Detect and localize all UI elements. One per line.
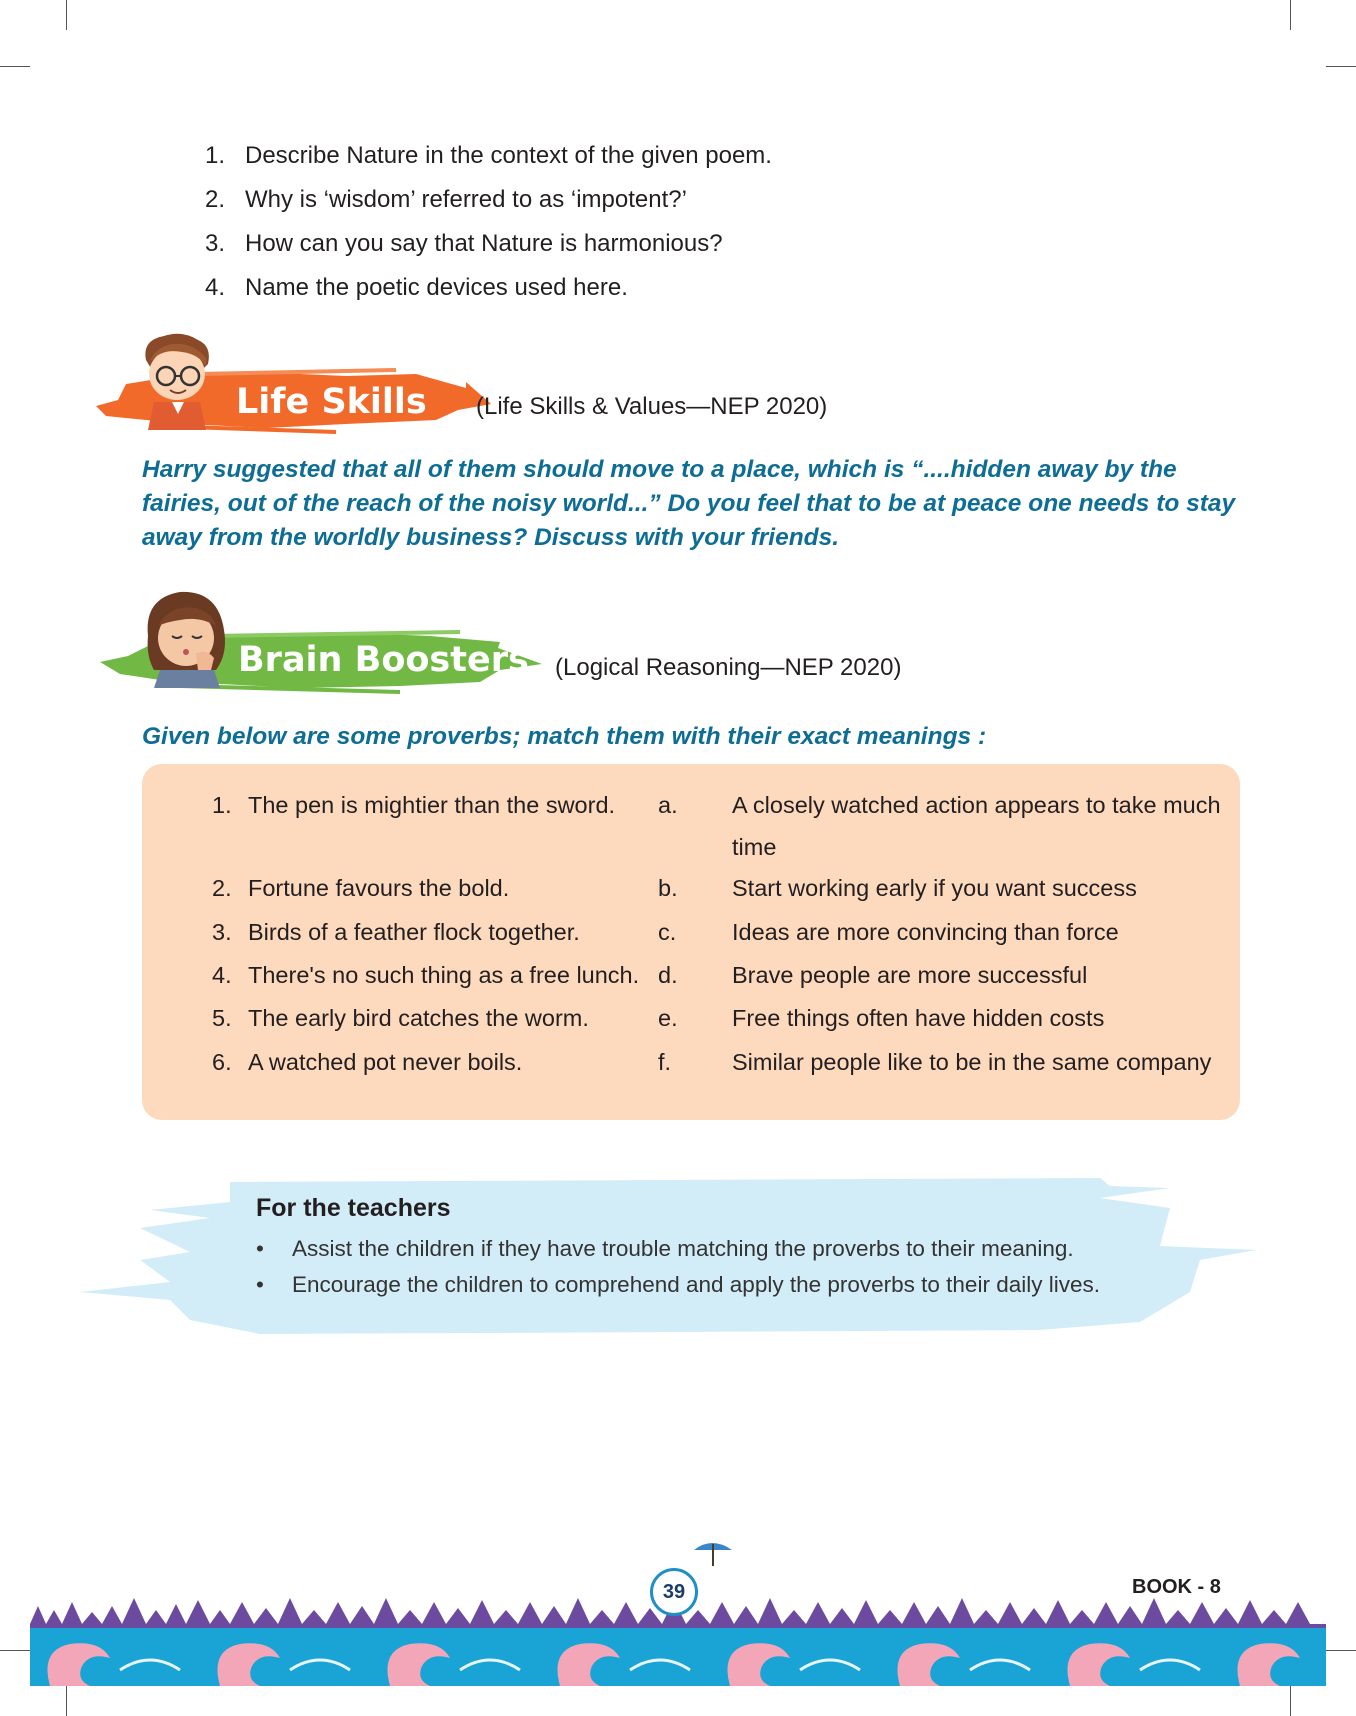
meaning-text: Free things often have hidden costs — [732, 1005, 1105, 1031]
life-skills-prompt: Harry suggested that all of them should move to a place, which is “....hidden away by the fairies, out of the reach of the noisy world...” Do you feel that to be at peace one needs to stay away from the worldly business? Discuss with your friends. — [142, 456, 1236, 551]
life-skills-subtitle: (Life Skills & Values—NEP 2020) — [476, 393, 828, 420]
book-label: BOOK - 8 — [1132, 1576, 1221, 1598]
boy-with-glasses-icon — [132, 330, 222, 440]
thinking-girl-icon — [140, 584, 235, 694]
proverb-text: There's no such thing as a free lunch. — [248, 962, 640, 988]
meaning-text: Similar people like to be in the same company — [732, 1049, 1212, 1075]
umbrella-icon — [694, 1543, 732, 1566]
crop-mark — [66, 0, 67, 30]
proverb-text: A watched pot never boils. — [248, 1049, 523, 1075]
proverb-text: Fortune favours the bold. — [248, 875, 510, 901]
brain-boosters-title: Brain Boosters — [238, 640, 529, 680]
brain-boosters-prompt: Given below are some proverbs; match them with their exact meanings : — [142, 723, 987, 750]
proverb-text: Birds of a feather flock together. — [248, 919, 580, 945]
page-number: 39 — [650, 1568, 698, 1616]
brain-boosters-banner — [100, 590, 550, 700]
crop-mark — [0, 66, 30, 67]
meaning-text: Ideas are more convincing than force — [732, 919, 1119, 945]
proverb-text: The early bird catches the worm. — [248, 1005, 589, 1031]
question-item: 3. How can you say that Nature is harmonious? — [205, 230, 723, 257]
teachers-note — [80, 1172, 1270, 1342]
brain-boosters-subtitle: (Logical Reasoning—NEP 2020) — [555, 654, 902, 681]
question-list — [205, 134, 772, 310]
teachers-item: • Encourage the children to comprehend and apply the proverbs to their daily lives. — [256, 1272, 1100, 1297]
life-skills-title: Life Skills — [236, 382, 427, 422]
proverb-text: The pen is mightier than the sword. — [248, 792, 616, 818]
meaning-text: Brave people are more successful — [732, 962, 1088, 988]
crop-mark — [0, 1650, 30, 1651]
proverb-matching-box: 1. The pen is mightier than the sword. a. A closely watched action appears to take much time 2. Fortune favours the bold. b. Start working early if you want success 3. Birds of a feather flock together. c. Ideas are more convincing than force 4. There's no such thing as a free lunch. d. Brave people are more successful 5. The early bird catches the worm. e. Free things often have hidden costs 6. A watched pot never boils. f. Similar people like to be in the same company — [142, 764, 1240, 1120]
question-item: 1. Describe Nature in the context of the given poem. — [205, 142, 772, 169]
crop-mark — [1326, 66, 1356, 67]
crop-mark — [1290, 0, 1291, 30]
teachers-heading: For the teachers — [256, 1194, 451, 1222]
crop-mark — [66, 1686, 67, 1716]
crop-mark — [1326, 1650, 1356, 1651]
meaning-text: Start working early if you want success — [732, 875, 1137, 901]
teachers-item: • Assist the children if they have trouble matching the proverbs to their meaning. — [256, 1236, 1074, 1261]
question-item: 2. Why is ‘wisdom’ referred to as ‘impotent?’ — [205, 186, 687, 213]
crop-mark — [1290, 1686, 1291, 1716]
question-item: 4. Name the poetic devices used here. — [205, 274, 628, 301]
meaning-text: A closely watched action appears to take much time — [732, 792, 1221, 860]
life-skills-banner — [96, 332, 496, 442]
